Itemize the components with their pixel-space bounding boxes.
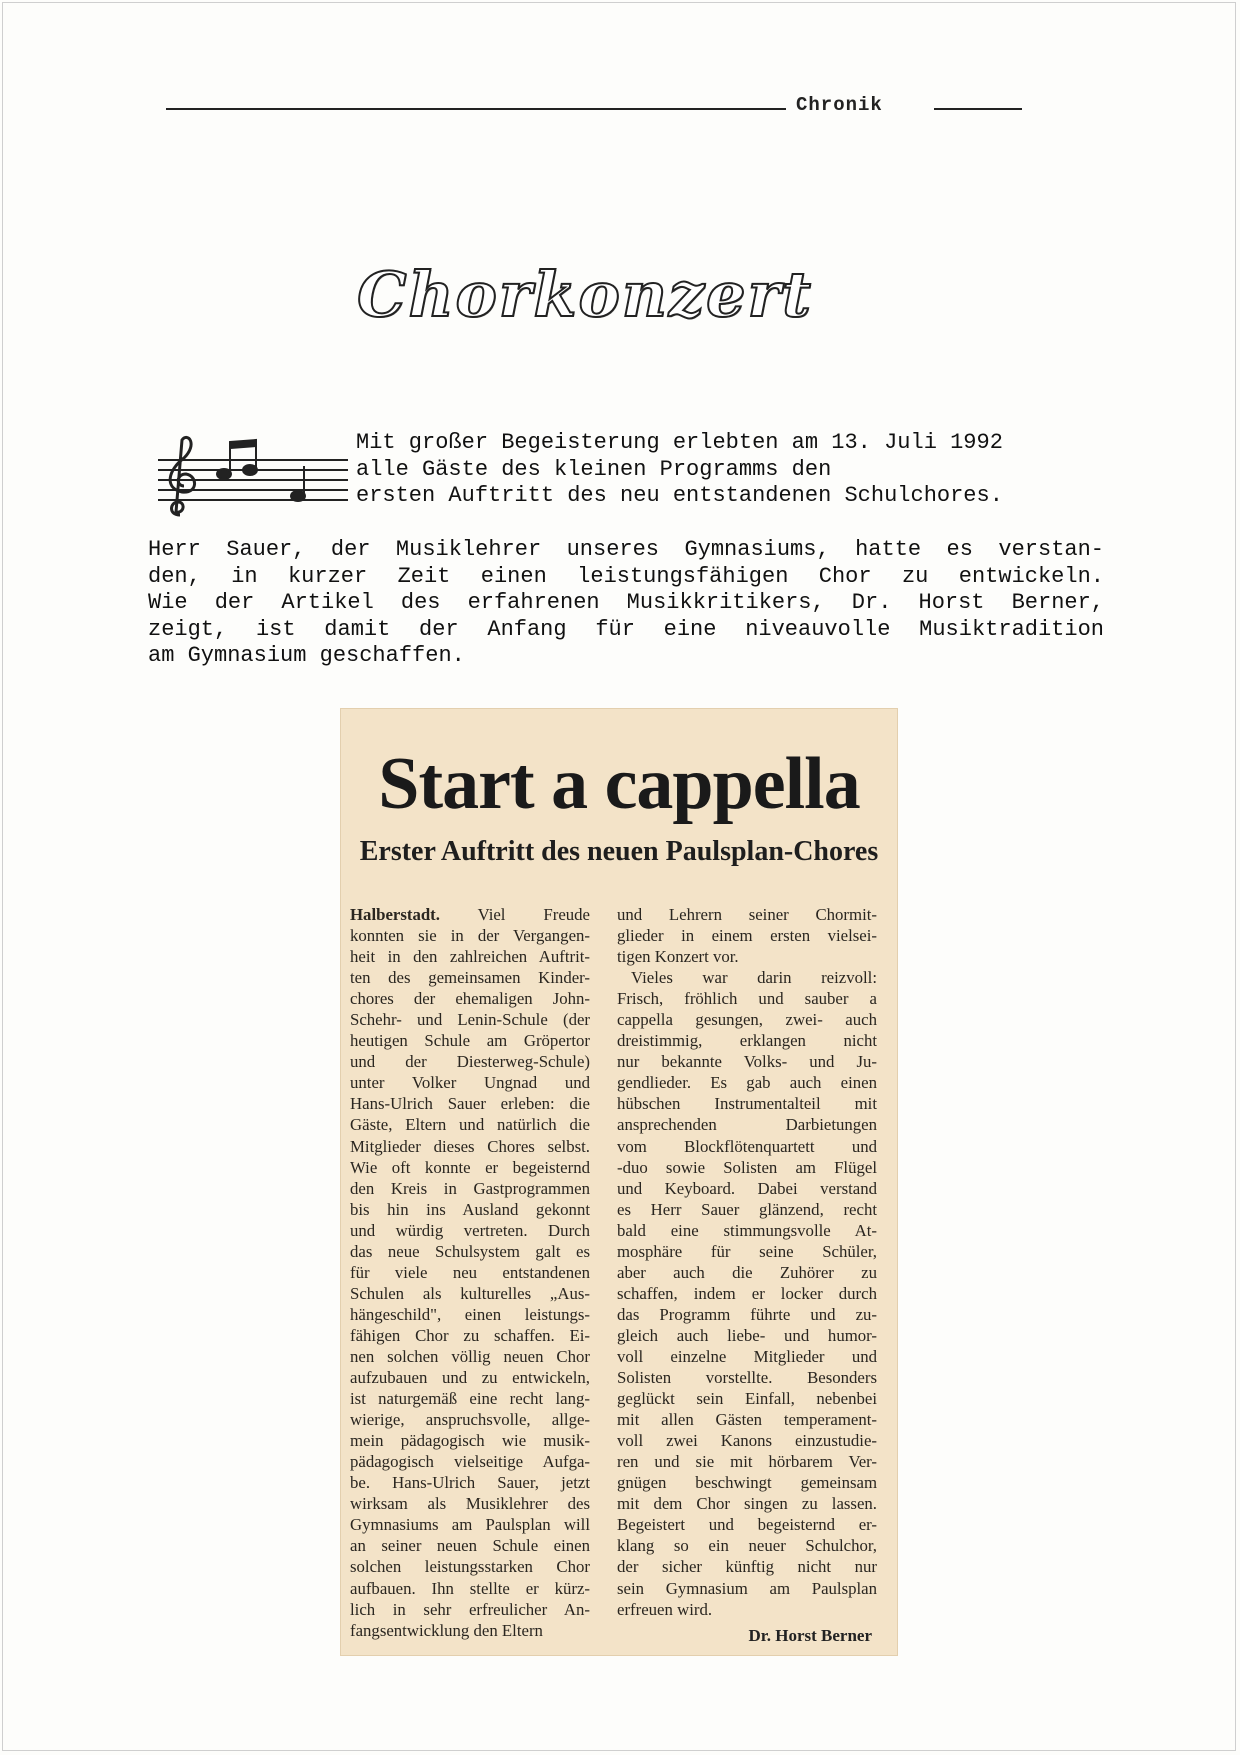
clipping-line: sein Gymnasium am Paulsplan: [617, 1578, 877, 1598]
clipping-right-column: [617, 904, 877, 1620]
clipping-line: hübschen Instrumentalteil mit: [617, 1094, 877, 1114]
body-line: Wie der Artikel des erfahrenen Musikkritikers, Dr. Horst Berner,: [148, 590, 1104, 615]
clipping-line: und würdig vertreten. Durch: [350, 1220, 590, 1240]
clipping-line: ten des gemeinsamen Kinder-: [350, 968, 590, 988]
clipping-line: hängeschild", einen leistungs-: [350, 1304, 590, 1324]
section-label: Chronik: [796, 94, 883, 116]
clipping-line: den Kreis in Gastprogrammen: [350, 1178, 590, 1198]
clipping-line: konnten sie in der Vergangen-: [350, 926, 590, 946]
clipping-line: der sicher künftig nicht nur: [617, 1557, 877, 1577]
intro-line: ersten Auftritt des neu entstandenen Schulchores.: [356, 483, 1003, 508]
music-notes-icon: [158, 430, 348, 520]
clipping-line: das neue Schulsystem galt es: [350, 1241, 590, 1261]
clipping-line: dreistimmig, erklangen nicht: [617, 1031, 877, 1051]
clipping-line: unter Volker Ungnad und: [350, 1073, 590, 1093]
clipping-line: voll zwei Kanons einzustudie-: [617, 1431, 877, 1451]
clipping-line: wirksam als Musiklehrer des: [350, 1494, 590, 1514]
clipping-line: Vieles war darin reizvoll:: [631, 968, 877, 988]
body-line: Herr Sauer, der Musiklehrer unseres Gymnasiums, hatte es verstan-: [148, 537, 1104, 562]
clipping-line: vom Blockflötenquartett und: [617, 1136, 877, 1156]
clipping-line: cappella gesungen, zwei- auch: [617, 1010, 877, 1030]
clipping-line: Frisch, fröhlich und sauber a: [617, 989, 877, 1009]
clipping-line: solchen leistungsstarken Chor: [350, 1557, 590, 1577]
intro-line: Mit großer Begeisterung erlebten am 13. Juli 1992: [356, 430, 1003, 455]
clipping-line: Mitglieder dieses Chores selbst.: [350, 1136, 590, 1156]
clipping-line: fähigen Chor zu schaffen. Ei-: [350, 1325, 590, 1345]
clipping-line: -duo sowie Solisten am Flügel: [617, 1157, 877, 1177]
clipping-line: Begeistert und begeisternd er-: [617, 1515, 877, 1535]
clipping-line: fangsentwicklung den Eltern: [350, 1620, 543, 1640]
intro-line: alle Gäste des kleinen Programms den: [356, 456, 832, 482]
clipping-line: gendlieder. Es gab auch einen: [617, 1073, 877, 1093]
clipping-line: mein pädagogisch wie musik-: [350, 1431, 590, 1451]
clipping-line: be. Hans-Ulrich Sauer, jetzt: [350, 1473, 590, 1493]
clipping-line: mit dem Chor singen zu lassen.: [617, 1494, 877, 1514]
body-line: den, in kurzer Zeit einen leistungsfähigen Chor zu entwickeln.: [148, 563, 1104, 589]
clipping-line: mosphäre für seine Schüler,: [617, 1241, 877, 1261]
header-rule-right: [934, 108, 1022, 110]
clipping-line: bald eine stimmungsvolle At-: [617, 1220, 877, 1240]
intro-text: [356, 430, 1116, 510]
clipping-line: Solisten vorstellte. Besonders: [617, 1368, 877, 1388]
clipping-line: aber auch die Zuhörer zu: [617, 1262, 877, 1282]
clipping-line: wierige, anspruchsvolle, allge-: [350, 1410, 590, 1430]
clipping-line: Schehr- und Lenin-Schule (der: [350, 1010, 590, 1030]
clipping-line: heutigen Schule am Gröpertor: [350, 1031, 590, 1051]
clipping-line: und Lehrern seiner Chormit-: [617, 905, 877, 924]
clipping-line: gleich auch liebe- und humor-: [617, 1325, 877, 1345]
clipping-line: pädagogisch vielseitige Aufga-: [350, 1452, 590, 1472]
clipping-line: bis hin ins Ausland gekonnt: [350, 1199, 590, 1219]
clipping-line: das Programm führte und zu-: [617, 1304, 877, 1324]
clipping-line: tigen Konzert vor.: [617, 947, 739, 967]
clipping-dateline: Halberstadt.: [350, 905, 440, 924]
clipping-line: nur bekannte Volks- und Ju-: [617, 1052, 877, 1072]
clipping-line: Schulen als kulturelles „Aus-: [350, 1283, 590, 1303]
clipping-line: geglückt sein Einfall, nebenbei: [617, 1389, 877, 1409]
clipping-line: klang so ein neuer Schulchor,: [617, 1536, 877, 1556]
clipping-line: an seiner neuen Schule einen: [350, 1536, 590, 1556]
clipping-line: für viele neu entstandenen: [350, 1262, 590, 1282]
clipping-line: schaffen, indem er locker durch: [617, 1283, 877, 1303]
clipping-line: aufbauen. Ihn stellte er kürz-: [350, 1578, 590, 1598]
clipping-line: lich in sehr erfreulicher An-: [350, 1599, 590, 1619]
clipping-line: und der Diesterweg-Schule): [350, 1052, 590, 1072]
clipping-headline: Start a cappella: [378, 743, 860, 825]
clipping-line: Wie oft konnte er begeisternd: [350, 1157, 590, 1177]
clipping-line: ist naturgemäß eine recht lang-: [350, 1389, 590, 1409]
header-rule-left: [166, 108, 786, 110]
page-title: Chorkonzert: [357, 258, 813, 331]
body-line: am Gymnasium geschaffen.: [148, 643, 465, 668]
clipping-line: mit allen Gästen temperament-: [617, 1410, 877, 1430]
clipping-line: es Herr Sauer glänzend, recht: [617, 1199, 877, 1219]
clipping-line: erfreuen wird.: [617, 1599, 713, 1619]
clipping-line: glieder in einem ersten vielsei-: [617, 926, 877, 946]
clipping-line: voll einzelne Mitglieder und: [617, 1346, 877, 1366]
clipping-subheadline: Erster Auftritt des neuen Paulsplan-Chores: [359, 836, 879, 867]
clipping-line: ren und sie mit hörbarem Ver-: [617, 1452, 877, 1472]
clipping-line: ansprechenden Darbietungen: [617, 1115, 877, 1135]
clipping-line: Halberstadt. Viel Freude: [350, 905, 590, 924]
clipping-line: chores der ehemaligen John-: [350, 989, 590, 1009]
clipping-line: Hans-Ulrich Sauer erleben: die: [350, 1094, 590, 1114]
clipping-line: aufzubauen und zu entwickeln,: [350, 1368, 590, 1388]
body-paragraph: [148, 537, 1104, 670]
clipping-line: und Keyboard. Dabei verstand: [617, 1178, 877, 1198]
body-line: zeigt, ist damit der Anfang für eine niveauvolle Musiktradition: [148, 616, 1104, 642]
clipping-line: Gymnasiums am Paulsplan will: [350, 1515, 590, 1535]
clipping-author: Dr. Horst Berner: [748, 1626, 872, 1645]
clipping-line: heit in den zahlreichen Auftrit-: [350, 947, 590, 967]
clipping-left-column: [350, 904, 590, 1641]
clipping-line: Gäste, Eltern und natürlich die: [350, 1115, 590, 1135]
clipping-line: nen solchen völlig neuen Chor: [350, 1346, 590, 1366]
clipping-line: gnügen beschwingt gemeinsam: [617, 1473, 877, 1493]
